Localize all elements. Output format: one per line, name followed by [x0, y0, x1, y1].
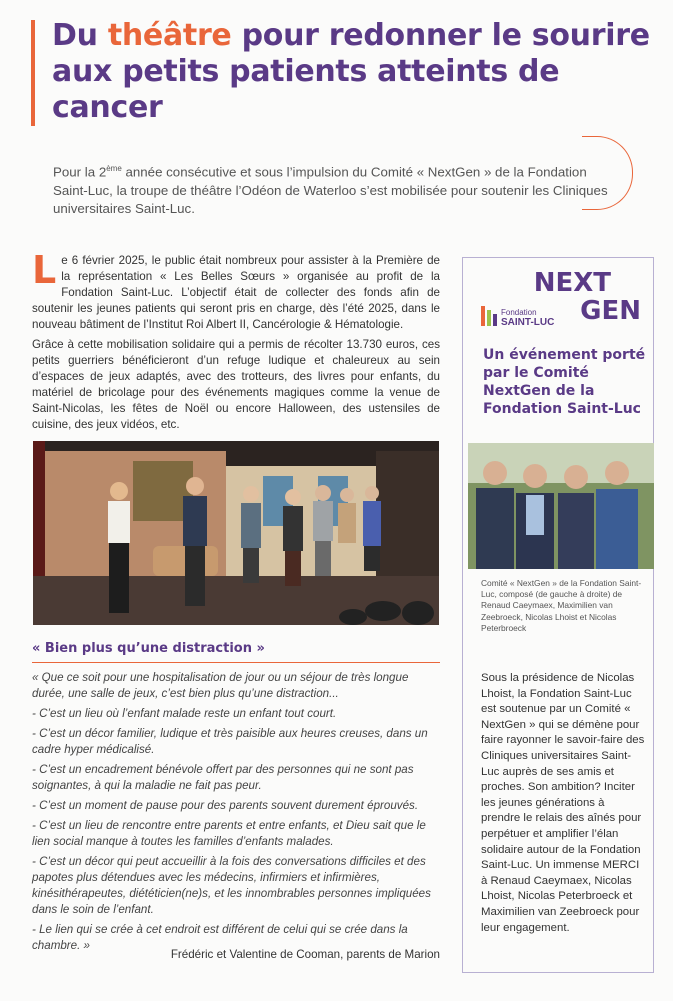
logo-saint-luc-text: SAINT-LUC [501, 317, 555, 328]
logo-gen-text: GEN [580, 296, 641, 326]
intro-text-end: année consécutive et sous l’impulsion du Comité « NextGen » de la Fondation Saint-Luc, la troupe de théâtre l’Odéon de Waterloo s’est mobilisée pour soutenir les Cliniques universitaires Saint-Luc. [53, 164, 608, 217]
quote-line: - Le lien qui se crée à cet endroit est différent de celui qui se crée dans la chambre. » [32, 923, 408, 952]
quote-line: - C’est un encadrement bénévole offert par des personnes qui ne sont pas soignantes, à qui la maladie ne fait pas peur. [32, 763, 414, 792]
theatre-stage-illustration [33, 441, 439, 625]
committee-group-illustration [468, 443, 654, 569]
theatre-stage-photo [33, 441, 439, 625]
quote-subheading: « Bien plus qu’une distraction » [32, 641, 265, 656]
quote-signature: Frédéric et Valentine de Cooman, parents de Marion [170, 948, 440, 961]
sidebar-body: Sous la présidence de Nicolas Lhoist, la Fondation Saint-Luc est soutenue par un Comité « NextGen » qui se démène pour faire rayonner le savoir-faire des Cliniques universitaires Saint-Luc auprès de ses amis et proches. Son ambition? Inciter les jeunes générations à prendre le relais des aînés pour perpétuer et amplifier l’élan solidaire autour de la Fondation Saint-Luc. Un immense MERCI à Renaud Caeymaex, Nicolas Lhoist, Nicolas Peterbroeck et Maximilien van Zeebroeck pour leur engagement. [481, 672, 645, 934]
logo-next-text: NEXT [533, 268, 611, 298]
paragraph-1-text: e 6 février 2025, le public était nombreux pour assister à la Première de la représentation « Les Belles Sœurs » organisée au profit de la Fondation Saint-Luc. L’objectif était de collecter des fonds afin de soutenir les jeunes patients qui seront pris en charge, dès l’été 2025, dans le nouveau bâtiment de l’Institut Roi Albert II, Cancérologie & Hématologie. [32, 254, 440, 331]
nextgen-committee-photo [468, 443, 654, 569]
quote-line: - C’est un décor familier, ludique et très paisible aux heures creuses, dans un cadre hyper médicalisé. [32, 727, 428, 756]
title-part-2: pour redonner le sourire aux petits patients atteints de cancer [52, 18, 650, 125]
sidebar-heading: Un événement porté par le Comité NextGen de la Fondation Saint-Luc [483, 347, 646, 417]
quote-line: - C’est un décor qui peut accueillir à la fois des conversations difficiles et des papotes plus détendues avec les médecins, infirmiers et infirmières, kinésithérapeutes, diététicien(ne)s, et les innombrables personnes impliquées dans le soin de l’enfant. [32, 855, 431, 916]
intro-text-start: Pour la 2 [53, 164, 107, 180]
quote-line: « Que ce soit pour une hospitalisation de jour ou un séjour de très longue durée, une salle de jeux, c’est bien plus qu’une distraction... [32, 671, 409, 700]
nextgen-sidebar [462, 257, 654, 973]
quote-line: - C’est un lieu où l’enfant malade reste un enfant tout court. [32, 707, 337, 720]
saint-luc-mark-icon [481, 306, 497, 326]
title-part-1: Du [52, 18, 108, 53]
title-accent-bar [31, 20, 35, 126]
drop-cap: L [32, 248, 57, 292]
nextgen-logo [481, 270, 641, 332]
paragraph-1 [32, 248, 440, 333]
photo-caption: Comité « NextGen » de la Fondation Saint-Luc, composé (de gauche à droite) de Renaud Caeymaex, Maximilien van Zeebroeck, Nicolas Lhoist et Nicolas Peterbroeck [481, 578, 642, 633]
article-title [52, 18, 652, 126]
quote-line: - C’est un lieu de rencontre entre parents et entre enfants, et Dieu sait que le lien social manque à toutes les familles d’enfants malades. [32, 819, 426, 848]
subheading-rule [32, 662, 440, 663]
parent-quote [32, 670, 440, 958]
intro-superscript: ème [106, 164, 122, 173]
article-intro [53, 160, 613, 219]
logo-fondation-text: Fondation [501, 308, 537, 317]
quote-line: - C’est un moment de pause pour des parents souvent durement éprouvés. [32, 799, 419, 812]
title-accent-word: théâtre [107, 18, 232, 53]
paragraph-2: Grâce à cette mobilisation solidaire qui a permis de récolter 13.730 euros, ces petits guerriers bénéficieront d’un refuge ludique et chaleureux au sein d’espaces de jeux adaptés, avec des trotteurs, des livres pour enfants, du matériel de bricolage pour des événements magiques comme la venue de Saint-Nicolas, les fêtes de Noël ou encore Halloween, des ustensiles de cuisine, des jeux vidéos, etc. [32, 338, 440, 431]
